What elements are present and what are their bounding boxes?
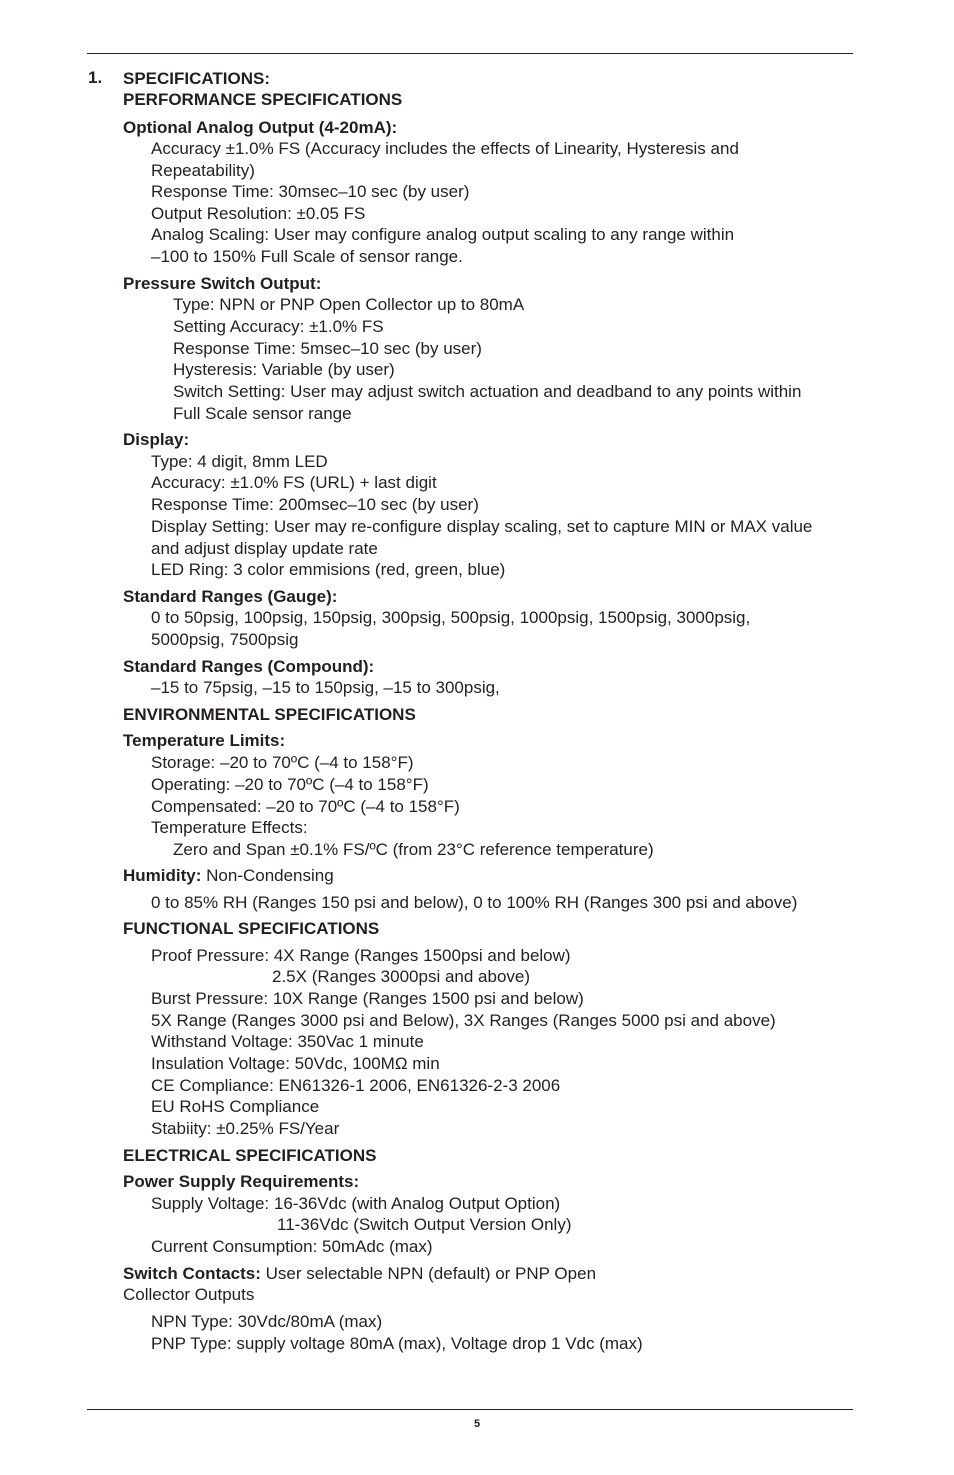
- power-supply-line: Supply Voltage: 16-36Vdc (with Analog Output Option): [151, 1194, 561, 1213]
- power-supply-line: 11-36Vdc (Switch Output Version Only): [277, 1215, 572, 1234]
- switch-output-line: Switch Setting: User may adjust switch actuation and deadband to any points within: [173, 382, 802, 401]
- power-supply-line: Current Consumption: 50mAdc (max): [151, 1237, 433, 1256]
- switch-output-line: Type: NPN or PNP Open Collector up to 80mA: [173, 295, 525, 314]
- gauge-heading: Standard Ranges (Gauge):: [123, 587, 338, 606]
- section-title: SPECIFICATIONS:: [123, 69, 271, 88]
- switch-output-line: Full Scale sensor range: [173, 404, 352, 423]
- display-line: Display Setting: User may re-configure display scaling, set to capture MIN or MAX value: [151, 517, 813, 536]
- functional-line: EU RoHS Compliance: [151, 1097, 320, 1116]
- environmental-heading: ENVIRONMENTAL SPECIFICATIONS: [123, 705, 416, 724]
- gauge-line: 0 to 50psig, 100psig, 150psig, 300psig, 500psig, 1000psig, 1500psig, 3000psig,: [151, 608, 751, 627]
- temperature-line: Temperature Effects:: [151, 818, 308, 837]
- temperature-line: Operating: –20 to 70ºC (–4 to 158°F): [151, 775, 429, 794]
- switch-output-heading: Pressure Switch Output:: [123, 274, 322, 293]
- analog-line: Output Resolution: ±0.05 FS: [151, 204, 366, 223]
- display-line: Type: 4 digit, 8mm LED: [151, 452, 328, 471]
- humidity-detail: 0 to 85% RH (Ranges 150 psi and below), 0 to 100% RH (Ranges 300 psi and above): [151, 893, 798, 912]
- functional-line: Withstand Voltage: 350Vac 1 minute: [151, 1032, 424, 1051]
- analog-line: Analog Scaling: User may configure analog output scaling to any range within: [151, 225, 735, 244]
- switch-output-line: Response Time: 5msec–10 sec (by user): [173, 339, 482, 358]
- electrical-heading: ELECTRICAL SPECIFICATIONS: [123, 1146, 377, 1165]
- compound-line: –15 to 75psig, –15 to 150psig, –15 to 300psig,: [151, 678, 500, 697]
- switch-contacts-detail: NPN Type: 30Vdc/80mA (max): [151, 1312, 383, 1331]
- switch-contacts-line: [123, 1263, 596, 1284]
- functional-line: Burst Pressure: 10X Range (Ranges 1500 psi and below): [151, 989, 584, 1008]
- gauge-line: 5000psig, 7500psig: [151, 630, 299, 649]
- temperature-line: Storage: –20 to 70ºC (–4 to 158°F): [151, 753, 414, 772]
- functional-line: Stabiity: ±0.25% FS/Year: [151, 1119, 340, 1138]
- switch-output-line: Setting Accuracy: ±1.0% FS: [173, 317, 384, 336]
- bottom-rule: [87, 1409, 853, 1410]
- display-line: Accuracy: ±1.0% FS (URL) + last digit: [151, 473, 437, 492]
- functional-line: 2.5X (Ranges 3000psi and above): [272, 967, 531, 986]
- page-number: 5: [473, 1418, 481, 1430]
- switch-contacts-continued: Collector Outputs: [123, 1285, 255, 1304]
- top-rule: [87, 53, 853, 54]
- switch-output-line: Hysteresis: Variable (by user): [173, 360, 395, 379]
- analog-line: Repeatability): [151, 161, 255, 180]
- section-number: 1.: [88, 68, 103, 87]
- functional-line: 5X Range (Ranges 3000 psi and Below), 3X Ranges (Ranges 5000 psi and above): [151, 1011, 776, 1030]
- temperature-line: Zero and Span ±0.1% FS/ºC (from 23°C reference temperature): [173, 840, 654, 859]
- performance-heading: PERFORMANCE SPECIFICATIONS: [123, 90, 403, 109]
- humidity-line: [123, 865, 334, 886]
- switch-contacts-label: Switch Contacts:: [123, 1264, 261, 1283]
- display-heading: Display:: [123, 430, 190, 449]
- analog-heading: Optional Analog Output (4-20mA):: [123, 118, 398, 137]
- temperature-heading: Temperature Limits:: [123, 731, 286, 750]
- switch-contacts-value: User selectable NPN (default) or PNP Open: [260, 1264, 597, 1283]
- analog-line: Accuracy ±1.0% FS (Accuracy includes the effects of Linearity, Hysteresis and: [151, 139, 739, 158]
- analog-line: –100 to 150% Full Scale of sensor range.: [151, 247, 463, 266]
- compound-heading: Standard Ranges (Compound):: [123, 657, 375, 676]
- switch-contacts-detail: PNP Type: supply voltage 80mA (max), Voltage drop 1 Vdc (max): [151, 1334, 643, 1353]
- display-line: and adjust display update rate: [151, 539, 378, 558]
- functional-line: Insulation Voltage: 50Vdc, 100MΩ min: [151, 1054, 440, 1073]
- temperature-line: Compensated: –20 to 70ºC (–4 to 158°F): [151, 797, 460, 816]
- display-line: LED Ring: 3 color emmisions (red, green, blue): [151, 560, 506, 579]
- functional-line: Proof Pressure: 4X Range (Ranges 1500psi and below): [151, 946, 571, 965]
- display-line: Response Time: 200msec–10 sec (by user): [151, 495, 479, 514]
- humidity-label: Humidity:: [123, 866, 202, 885]
- analog-line: Response Time: 30msec–10 sec (by user): [151, 182, 470, 201]
- functional-heading: FUNCTIONAL SPECIFICATIONS: [123, 919, 380, 938]
- power-supply-heading: Power Supply Requirements:: [123, 1172, 360, 1191]
- functional-line: CE Compliance: EN61326-1 2006, EN61326-2-3 2006: [151, 1076, 561, 1095]
- humidity-value: Non-Condensing: [201, 866, 334, 885]
